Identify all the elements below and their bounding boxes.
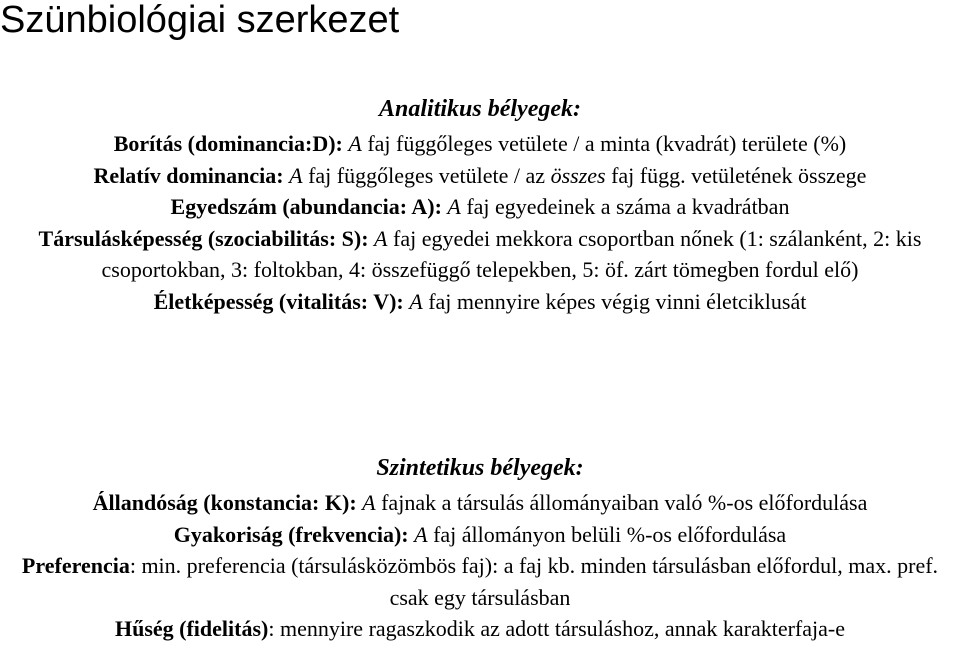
relative-dominance-a: A [289,162,303,188]
synthetic-heading: Szintetikus bélyegek: [376,455,584,481]
analytic-section [0,94,960,317]
preference-term: Preferencia [21,553,130,578]
abundance-term: Egyedszám (abundancia: A): [170,194,442,219]
frequency-a: A [414,521,428,547]
vitality-a: A [409,288,423,314]
fidelity-definition [0,613,960,645]
frequency-term: Gyakoriság (frekvencia): [173,521,409,547]
abundance-a: A [447,194,461,219]
constancy-text: fajnak a társulás állományaiban való %-os előfordulása [375,490,868,515]
coverage-definition [0,128,960,160]
fidelity-text: : mennyire ragaszkodik az adott társuláshoz, annak karakterfaja-e [268,616,845,641]
relative-dominance-term: Relatív dominancia: [93,162,284,188]
synthetic-section [0,453,960,645]
abundance-definition [0,191,960,223]
constancy-term: Állandóság (konstancia: K): [92,490,357,515]
preference-text: : min. preferencia (társulásközömbös faj): a faj kb. minden társulásban előfordul, max. pref. csak egy társulásban [129,553,939,610]
preference-definition [0,550,960,613]
vitality-text: faj mennyire képes végig vinni életciklusát [422,288,807,314]
relative-dominance-emphasis: összes [550,162,606,188]
sociability-text: faj egyedei mekkora csoportban nőnek (1: szálanként, 2: kis csoportokban, 3: foltokban, 4: összefüggő telepekben, 5: öf. zárt tömegben fordul elő) [101,225,922,282]
slide-title: Szünbiológiai szerkezet [0,0,400,41]
coverage-term: Borítás (dominancia:D): [113,131,343,156]
sociability-definition [0,223,960,286]
abundance-text: faj egyedeinek a száma a kvadrátban [460,194,790,219]
vitality-term: Életképesség (vitalitás: V): [153,288,404,314]
relative-dominance-text-2: faj függ. vetületének összege [605,162,867,188]
coverage-text: faj függőleges vetülete / a minta (kvadrát) területe (%) [361,131,847,156]
frequency-text: faj állományon belüli %-os előfordulása [427,521,787,547]
frequency-definition [0,519,960,551]
relative-dominance-text-1: faj függőleges vetülete / az [302,162,551,188]
vitality-definition [0,286,960,318]
constancy-a: A [362,490,376,515]
sociability-a: A [374,225,388,251]
fidelity-term: Hűség (fidelitás) [114,616,269,641]
coverage-a: A [348,131,362,156]
sociability-term: Társulásképesség (szociabilitás: S): [38,225,369,251]
analytic-heading: Analitikus bélyegek: [379,96,581,122]
constancy-definition [0,487,960,519]
relative-dominance-definition [0,160,960,192]
